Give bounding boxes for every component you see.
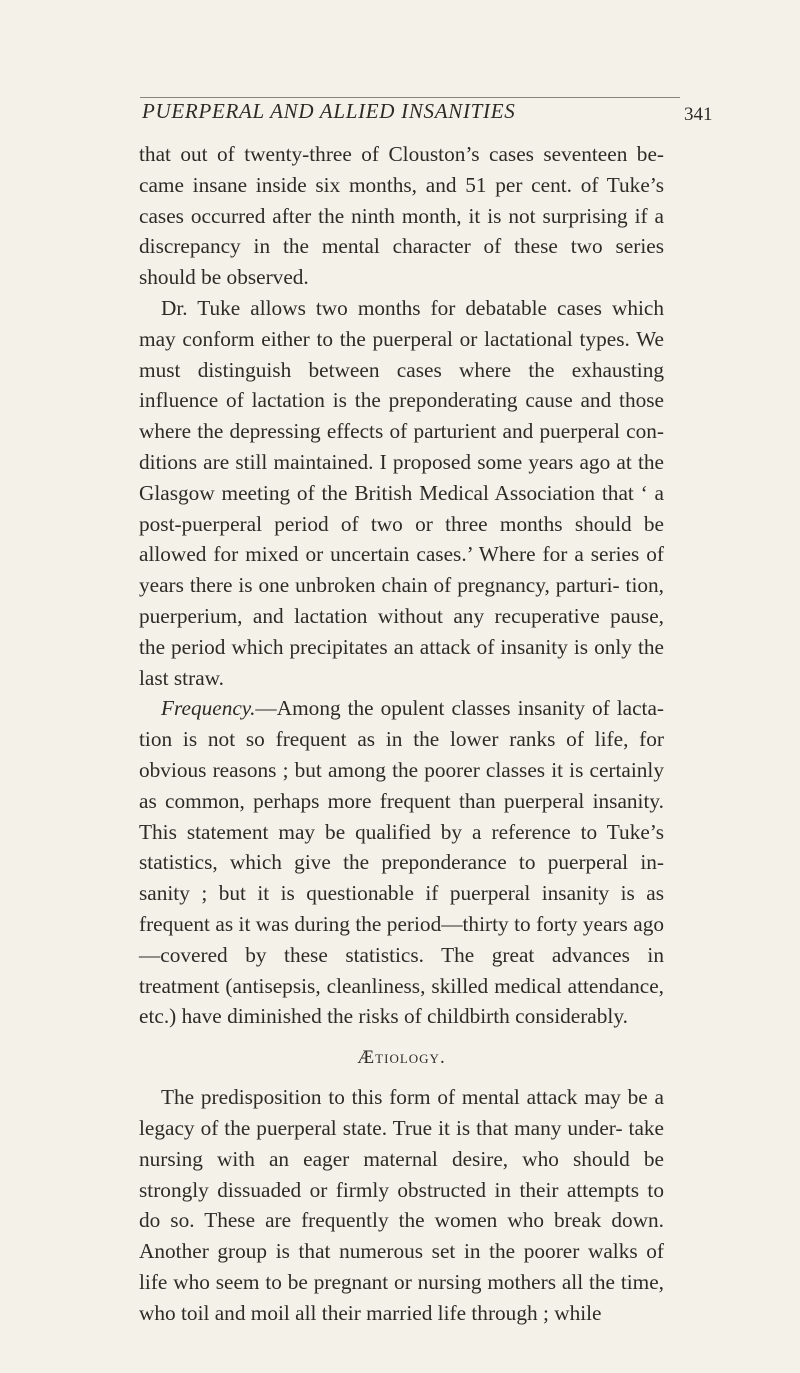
section-heading: Ætiology. [357, 1047, 446, 1069]
paragraph-3-text: —Among the opulent classes insanity of lacta- tion is not so frequent as in the lower ranks of life, for obvious reasons ; but among the poorer classes it is certainly as common, perhaps more frequent than puerperal insanity. This statement may be qualified by a reference to Tuke’s statistics, which give the preponderance to puerperal in- sanity ; but it is questionable if puerperal insanity is as frequent as it was during the period—thirty to forty years ago—covered by these statistics. The great advances in treatment (antisepsis, cleanliness, skilled medical attendance, etc.) have diminished the risks of childbirth considerably. [139, 696, 664, 1029]
paragraph-4: The predisposition to this form of mental attack may be a legacy of the puerperal state. True it is that many under- take nursing with an eager maternal desire, who should be strongly dissuaded or firmly obstructed in their attempts to do so. These are frequently the women who break down. Another group is that numerous set in the poorer walks of life who seem to be pregnant or nursing mothers all the time, who toil and moil all their married life through ; while [139, 1085, 664, 1325]
running-head: PUERPERAL AND ALLIED INSANITIES [142, 99, 516, 123]
body-text [139, 139, 664, 1328]
paragraph-1: that out of twenty-three of Clouston’s cases seventeen be- came insane inside six months, and 51 per cent. of Tuke’s cases occurred after the ninth month, it is not surprising if a discrepancy in the mental character of these two series should be observed. [139, 142, 664, 290]
paragraph-3-lead: Frequency. [161, 696, 256, 721]
page-number: 341 [684, 104, 713, 125]
paragraph-2: Dr. Tuke allows two months for debatable cases which may conform either to the puerperal or lactational types. We must distinguish between cases where the exhausting influence of lactation is the preponderating cause and those where the depressing effects of parturient and puerperal con- ditions are still maintained. I proposed some years ago at the Glasgow meeting of the British Medical Association that ‘ a post-puerperal period of two or three months should be allowed for mixed or uncertain cases.’ Where for a series of years there is one unbroken chain of pregnancy, parturi- tion, puerperium, and lactation without any recuperative pause, the period which precipitates an attack of insanity is only the last straw. [139, 295, 664, 690]
paragraph-3 [139, 693, 664, 1032]
